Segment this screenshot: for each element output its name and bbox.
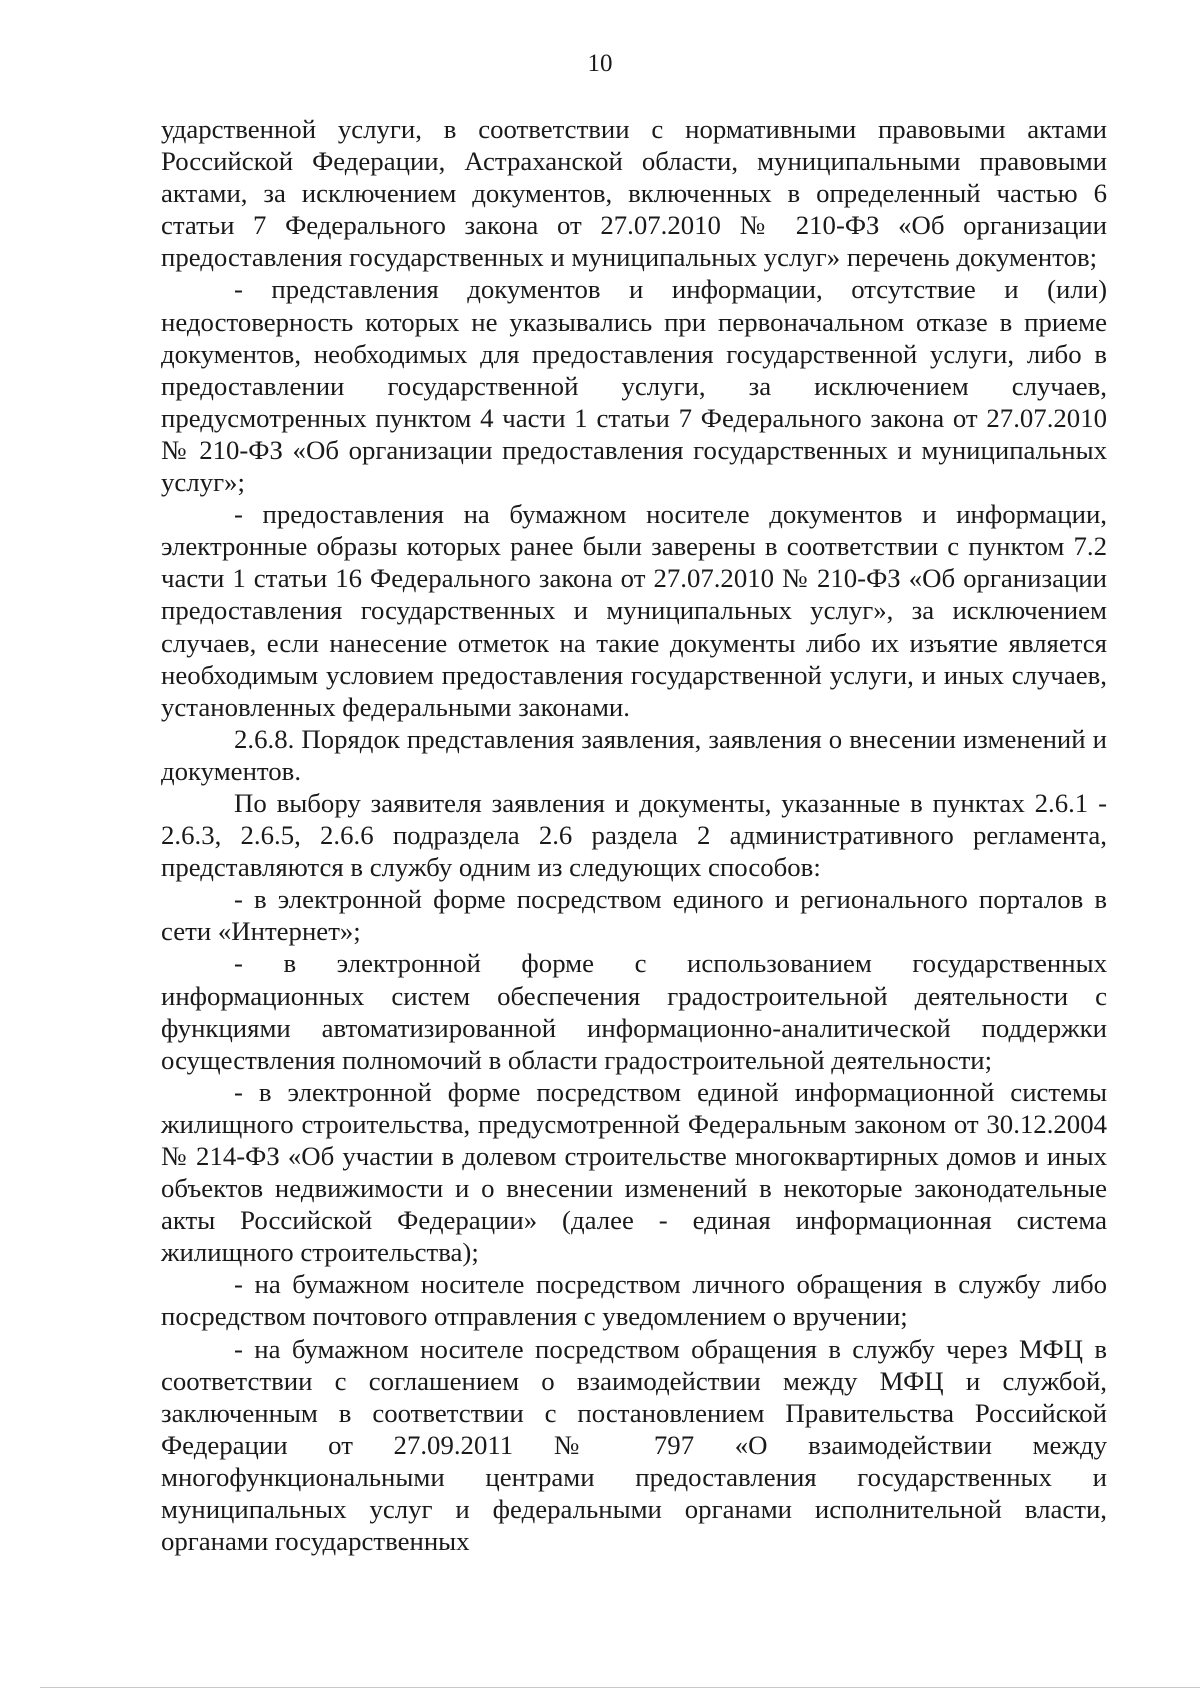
scan-edge-line bbox=[40, 1687, 1200, 1688]
paragraph-10: - на бумажном носителе посредством обращения в службу через МФЦ в соответствии с соглашением о взаимодействии между МФЦ и службой, заключенным в соответствии с постановлением Правительства Российской Федерации от 27.09.2011 № 797 «О взаимодействии между многофункциональными центрами предоставления государственных и муниципальных услуг и федеральными органами исполнительной власти, органами государственных bbox=[161, 1333, 1107, 1557]
paragraph-6: - в электронной форме посредством единого и регионального порталов в сети «Интернет»; bbox=[161, 884, 1107, 947]
paragraph-9: - на бумажном носителе посредством личного обращения в службу либо посредством почтового отправления с уведомлением о вручении; bbox=[161, 1269, 1107, 1332]
page-number: 10 bbox=[587, 50, 613, 77]
document-body bbox=[161, 113, 1107, 1557]
paragraph-3: - предоставления на бумажном носителе документов и информации, электронные образы которых ранее были заверены в соответствии с пунктом 7.2 части 1 статьи 16 Федерального закона от 27.07.2010 № 210-ФЗ «Об организации предоставления государственных и муниципальных услуг», за исключением случаев, если нанесение отметок на такие документы либо их изъятие является необходимым условием предоставления государственной услуги, и иных случаев, установленных федеральными законами. bbox=[161, 499, 1107, 722]
paragraph-5: По выбору заявителя заявления и документы, указанные в пунктах 2.6.1 - 2.6.3, 2.6.5, 2.6.6 подраздела 2.6 раздела 2 административного регламента, представляются в службу одним из следующих способов: bbox=[161, 787, 1107, 883]
paragraph-7: - в электронной форме с использованием государственных информационных систем обеспечения градостроительной деятельности с функциями автоматизированной информационно-аналитической поддержки осуществления полномочий в области градостроительной деятельности; bbox=[161, 948, 1107, 1075]
paragraph-8: - в электронной форме посредством единой информационной системы жилищного строительства, предусмотренной Федеральным законом от 30.12.2004 № 214-ФЗ «Об участии в долевом строительстве многоквартирных домов и иных объектов недвижимости и о внесении изменений в некоторые законодательные акты Российской Федерации» (далее - единая информационная система жилищного строительства); bbox=[161, 1076, 1107, 1268]
paragraph-2: - представления документов и информации, отсутствие и (или) недостоверность которых не указывались при первоначальном отказе в приеме документов, необходимых для предоставления государственной услуги, либо в предоставлении государственной услуги, за исключением случаев, предусмотренных пунктом 4 части 1 статьи 7 Федерального закона от 27.07.2010 № 210-ФЗ «Об организации предоставления государственных и муниципальных услуг»; bbox=[161, 274, 1107, 498]
paragraph-4: 2.6.8. Порядок представления заявления, заявления о внесении изменений и документов. bbox=[161, 723, 1107, 786]
paragraph-1: ударственной услуги, в соответствии с нормативными правовыми актами Российской Федерации, Астраханской области, муниципальными правовыми актами, за исключением документов, включенных в определенный частью 6 статьи 7 Федерального закона от 27.07.2010 № 210-ФЗ «Об организации предоставления государственных и муниципальных услуг» перечень документов; bbox=[161, 114, 1107, 273]
